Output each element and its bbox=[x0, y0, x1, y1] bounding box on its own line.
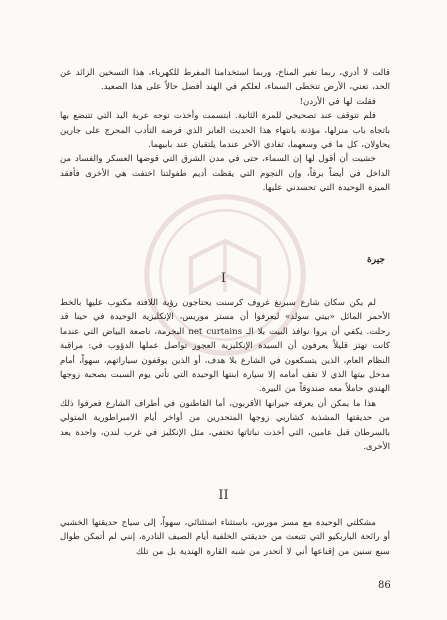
top-text-block bbox=[60, 66, 390, 196]
middle-text-block bbox=[60, 296, 390, 454]
paragraph: قالت لا أدري، ربما تغير المناخ، وربما استخدامنا المفرط للكهرباء، هذا التسخين الزائد عن الحد، تعني، الأرض تتخطى السماء، لعلكم في الهند أفضل حالاً على هذا الصعيد. bbox=[60, 68, 390, 93]
paragraph: لم يكن سكان شارع سبرنغ غروف كرسنت يحتاجون رؤية اللافتة مكتوب عليها بالخط الأحمر المائل «بيتي سولد» ليعرفوا أن مستر موريس، الإنكليزية الوحيدة في حينا قد رحلت. يكفي أن يروا نوافذ البيت بلا الـ net curtains البخرمة، ناصعة البياض التي عندما كانت تهتز قليلاً يعرفون أن السيدة الإنكليزية العجوز تواصل عملها الدؤوب في: مراقبة النظام العام، الذين يتسكعون في الشارع بلا هدف، أو الذين يوقفون سياراتهم، سهواً، أمام مدخل بيتها الذي لا تقف أمامه إلا سيارة ابنتها الوحيدة التي تأتي يوم السبت بصحبة زوجها الهندي حاملاً معه صندوقاً من البيرة. bbox=[60, 298, 390, 395]
section-numeral-1: I bbox=[220, 271, 227, 286]
bottom-text-block bbox=[60, 516, 390, 559]
section-title: جيرة bbox=[367, 255, 385, 265]
section-numeral-2: II bbox=[218, 488, 229, 503]
paragraph: خشيت أن أقول لها إن السماء، حتى في مدن الشرق التي قوضها العسكر والفساد من الداخل في أيضاً برقاً، وإن النجوم التي يقظت أديم طفولتنا اختفت هي الأخرى فأفقد الميزة الوحيدة التي تحسدني عليها. bbox=[60, 154, 390, 194]
paragraph: هذا ما يمكن أن يعرفه جيرانها الأقربون، أما القاطنون في أطراف الشارع فعرفوا ذلك من حديقتها المشذبة كشاربي زوجها المتحدرين من أواخر أيام الامبراطورية المتولي بالسرطان قبل عامين، التي أخذت نباتاتها تختفي، مثل الإنكليز في غرب لندن، واحدة بعد الأخرى. bbox=[60, 398, 390, 453]
paragraph: فقلت لها في الأردن! bbox=[299, 96, 376, 107]
paragraph: مشكلتي الوحيدة مع مسز مورس، باستثناء استئنائي، سهواً، إلى سياج حديقتها الخشبي أو رائحة الباربكيو التي تتبعث من حديقتي الخلفية أيام الصيف النادرة، إنني لم أتمكن طوال سبع سنين من إقناعها أني لا أتحدر من شبه القارة الهندية بل من تلك bbox=[60, 518, 390, 557]
page-number: 86 bbox=[378, 580, 391, 591]
paragraph: فلم تتوقف عند تصحيحي للمرة الثانية. ابتسمت وأخذت توجه عربة اليد التي تتبضع بها باتجاه باب منزلها، مؤذنة بانتهاء هذا الحديث العابر الذي فرضه التأدب المحرج على جارين يحاولان، كل ما في وسعهما، تفادي الآخر عندما يلتقيان عند بابيهما. bbox=[60, 111, 390, 151]
